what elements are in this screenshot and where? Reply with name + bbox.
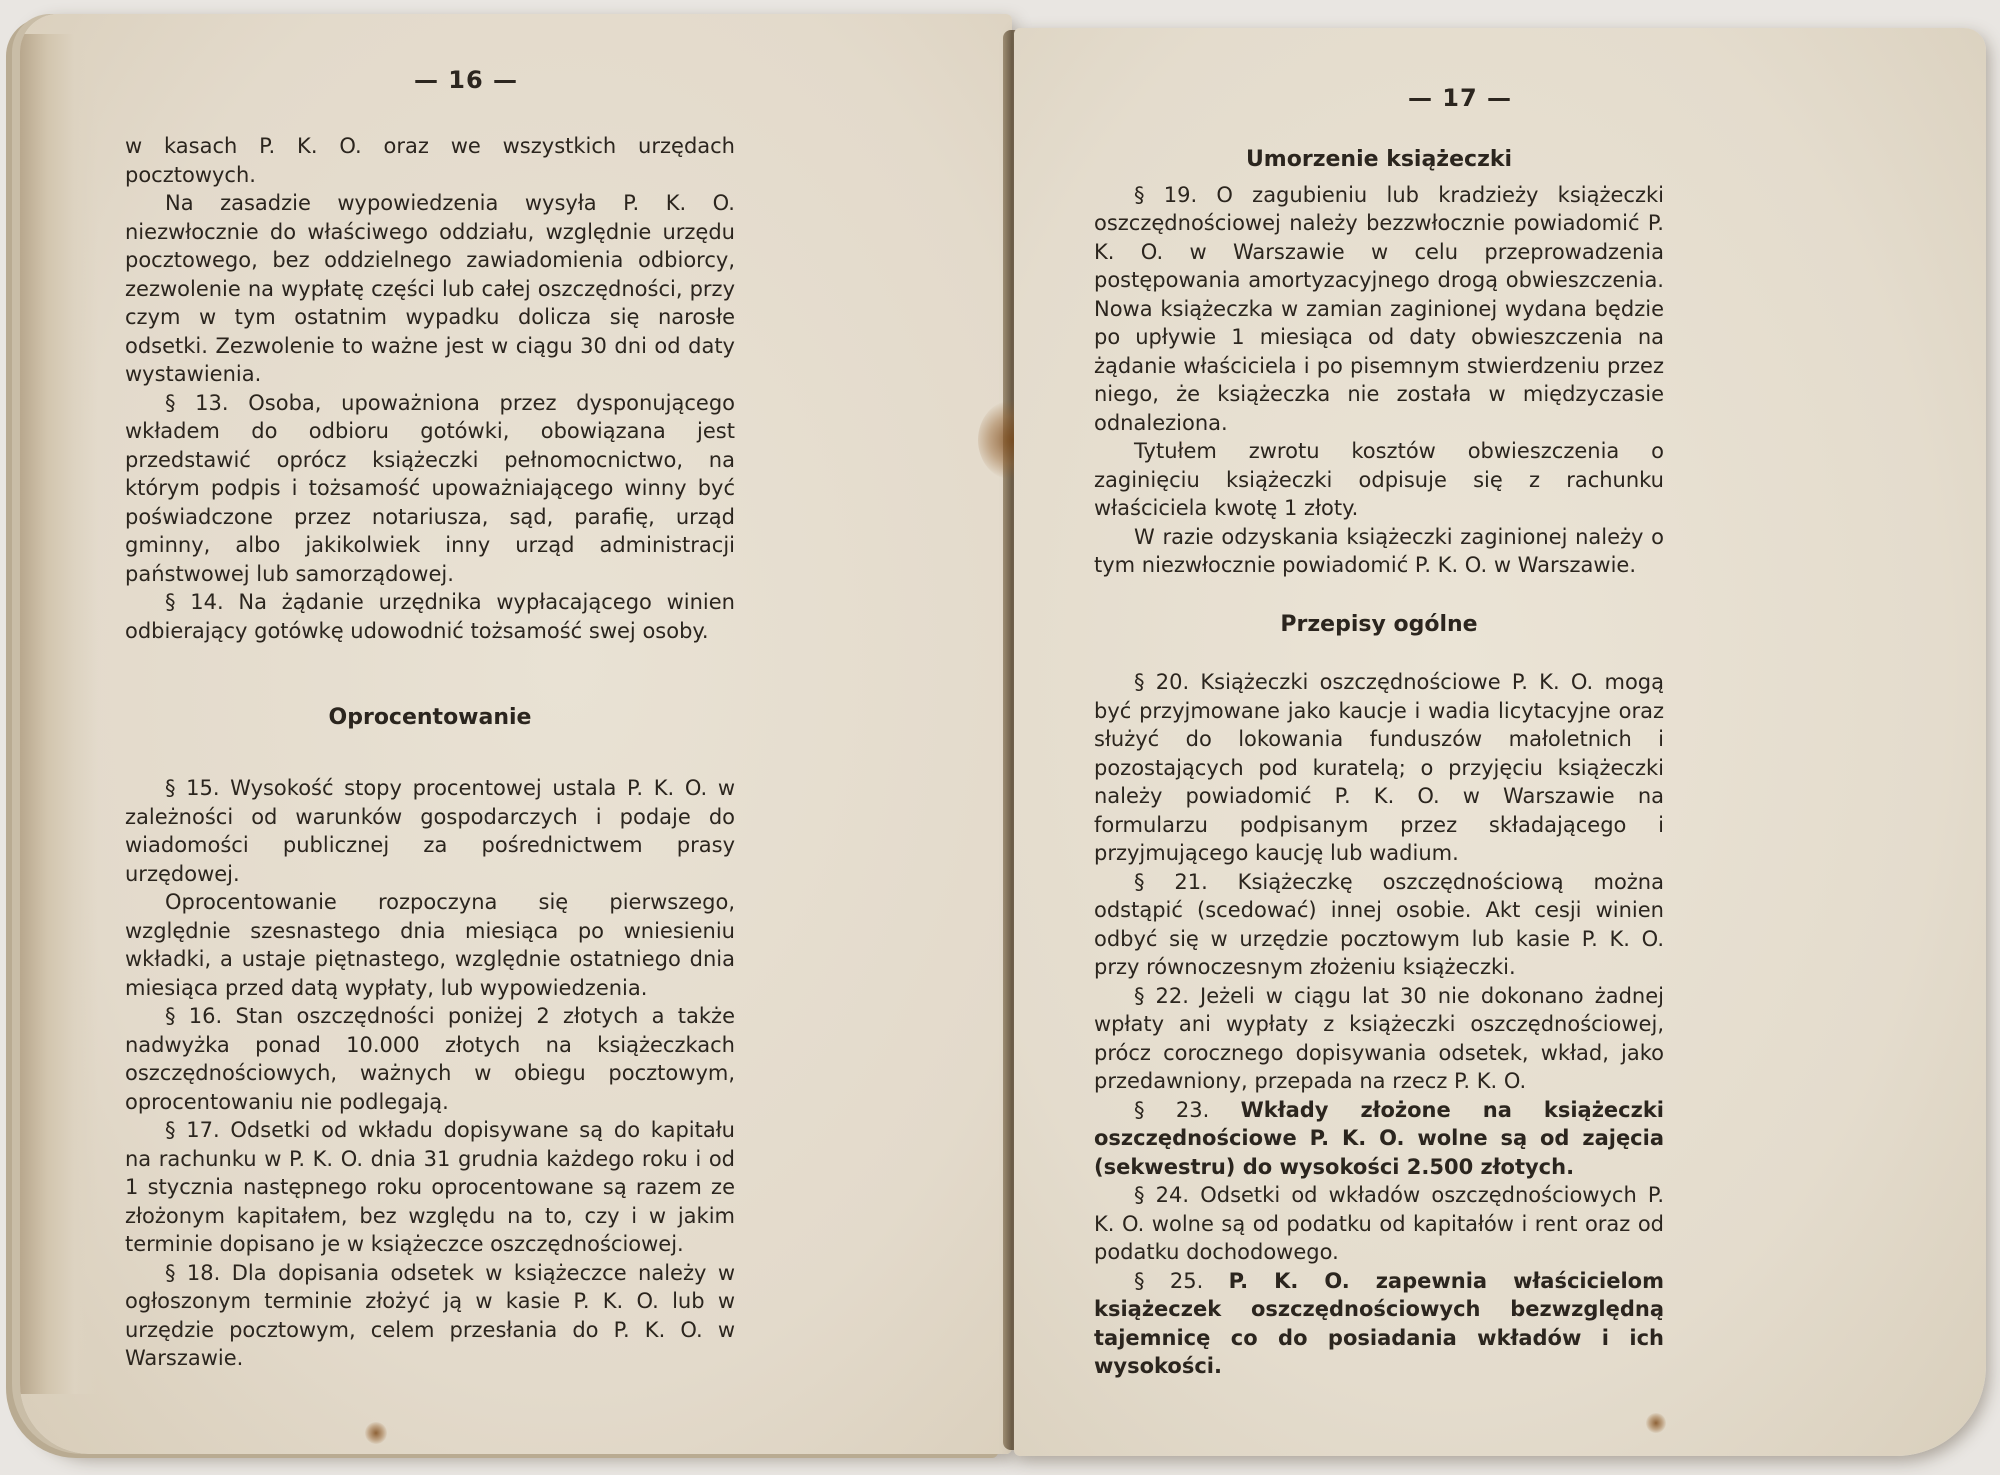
paragraph-section-20: § 20. Książeczki oszczędnościowe P. K. O. mogą być przyjmowane jako kaucje i wadia licytacyjne oraz służyć do lokowania funduszów małoletnich i pozostających pod kuratelą; o przyjęciu książeczki należy powiadomić P. K. O. w Warszawie na formularzu podpisanym przez składającego i przyjmującego kaucję lub wadium. [1094,670,1664,865]
paragraph-section-24: § 24. Odsetki od wkładów oszczędnościowych P. K. O. wolne są od podatku od kapitałów i rent oraz od podatku dochodowego. [1094,1183,1664,1264]
page-edge-stack [20,34,98,1394]
paragraph-section-22: § 22. Jeżeli w ciągu lat 30 nie dokonano żadnej wpłaty ani wypłaty z książeczki oszczędnościowej, prócz corocznego dopisywania odsetek, wkład, jako przedawniony, przepada na rzecz P. K. O. [1094,983,1664,1093]
heading-oprocentowanie: Oprocentowanie [328,705,532,730]
paragraph-section-18: § 18. Dla dopisania odsetek w książeczce należy w ogłoszonym terminie złożyć ją w kasie P. K. O. lub w urzędzie pocztowym, celem przesłania do P. K. O. w Warszawie. [125,1260,735,1370]
paragraph-section-14: § 14. Na żądanie urzędnika wypłacającego winien odbierający gotówkę udowodnić tożsamość swej osoby. [125,590,735,643]
paragraph-section-15: § 15. Wysokość stopy procentowej ustala P. K. O. w zależności od warunków gospodarczych i podaje do wiadomości publicznej za pośrednictwem prasy urzędowej. [125,776,735,886]
paragraph-section-25 [1094,1267,1664,1381]
heading-przepisy-ogolne: Przepisy ogólne [1280,612,1478,637]
left-column-lower [125,774,735,1373]
heading-umorzenie: Umorzenie książeczki [1245,147,1513,172]
paragraph-section-23 [1094,1096,1664,1182]
section-23-number: § 23. [1134,1097,1210,1122]
paragraph-section-13: § 13. Osoba, upoważniona przez dysponującego wkładem do odbioru gotówki, obowiązana jest przedstawić oprócz książeczki pełnomocnictwo, na którym podpis i tożsamość upoważniającego winny być poświadczone przez notariusza, sąd, parafię, urząd gminny, albo jakikolwiek inny urząd administracji państwowej lub samorządowej. [125,390,735,586]
left-page [20,14,1012,1454]
section-23-text: Wkłady złożone na książeczki oszczędnościowe P. K. O. wolne są od zajęcia (sekwestru) do wysokości 2.500 złotych. [1094,1097,1664,1179]
rust-spot [1646,1413,1666,1433]
rust-spot [365,1422,387,1444]
right-heading-block [1094,611,1664,640]
paragraph-section-21: § 21. Książeczkę oszczędnościową można odstąpić (scedować) innej osobie. Akt cesji winien odbyć się w urzędzie pocztowym lub kasie P. K. O. przy równoczesnym złożeniu książeczki. [1094,869,1664,979]
paragraph-section-19: § 19. O zagubieniu lub kradzieży książeczki oszczędnościowej należy bezzwłocznie powiadomić P. K. O. w Warszawie w celu przeprowadzenia postępowania amortyzacyjnego drogą obwieszczenia. Nowa książeczka w zamian zaginionej wydana będzie po upływie 1 miesiąca od daty obwieszczenia na żądanie właściciela i po pisemnym stwierdzeniu przez niego, że książeczka nie została w międzyczasie odnaleziona. [1094,182,1664,435]
left-heading-block [125,704,735,733]
paragraph-announcement-cost: Tytułem zwrotu kosztów obwieszczenia o zaginięciu książeczki odpisuje się z rachunku właściciela kwotę 1 złoty. [1094,439,1664,520]
section-25-number: § 25. [1134,1268,1204,1293]
left-column-upper [125,132,735,645]
right-page [1014,28,1986,1456]
right-column-lower [1094,668,1664,1381]
paragraph-recovery: W razie odzyskania książeczki zaginionej należy o tym niezwłocznie powiadomić P. K. O. w Warszawie. [1094,524,1664,577]
paragraph-section-16: § 16. Stan oszczędności poniżej 2 złotych a także nadwyżka ponad 10.000 złotych na książeczkach oszczędnościowych, ważnych w obiegu pocztowym, oprocentowaniu nie podlegają. [125,1004,735,1114]
right-column-upper [1094,146,1664,580]
paragraph-withdrawal-notice: Na zasadzie wypowiedzenia wysyła P. K. O. niezwłocznie do właściwego oddziału, względnie urzędu pocztowego, bez oddzielnego zawiadomienia odbiorcy, zezwolenie na wypłatę części lub całej oszczędności, przy czym w tym ostatnim wypadku dolicza się narosłe odsetki. Zezwolenie to ważne jest w ciągu 30 dni od daty wystawienia. [125,191,735,386]
page-number-right: — 17 — [1407,84,1513,112]
page-number-left: — 16 — [413,66,519,94]
paragraph-interest-start: Oprocentowanie rozpoczyna się pierwszego, względnie szesnastego dnia miesiąca po wniesieniu wkładki, a ustaje piętnastego, względnie ostatniego dnia miesiąca przed datą wypłaty, lub wypowiedzenia. [125,890,735,1000]
paragraph-continued: w kasach P. K. O. oraz we wszystkich urzędach pocztowych. [125,134,735,187]
section-25-text: P. K. O. zapewnia właścicielom książeczek oszczędnościowych bezwzględną tajemnicę co do posiadania wkładów i ich wysokości. [1094,1268,1664,1378]
paragraph-section-17: § 17. Odsetki od wkładu dopisywane są do kapitału na rachunku w P. K. O. dnia 31 grudnia każdego roku i od 1 stycznia następnego roku oprocentowane są razem ze złożonym kapitałem, bez względu na to, czy i w jakim terminie dopisano je w książeczce oszczędnościowej. [125,1118,735,1256]
